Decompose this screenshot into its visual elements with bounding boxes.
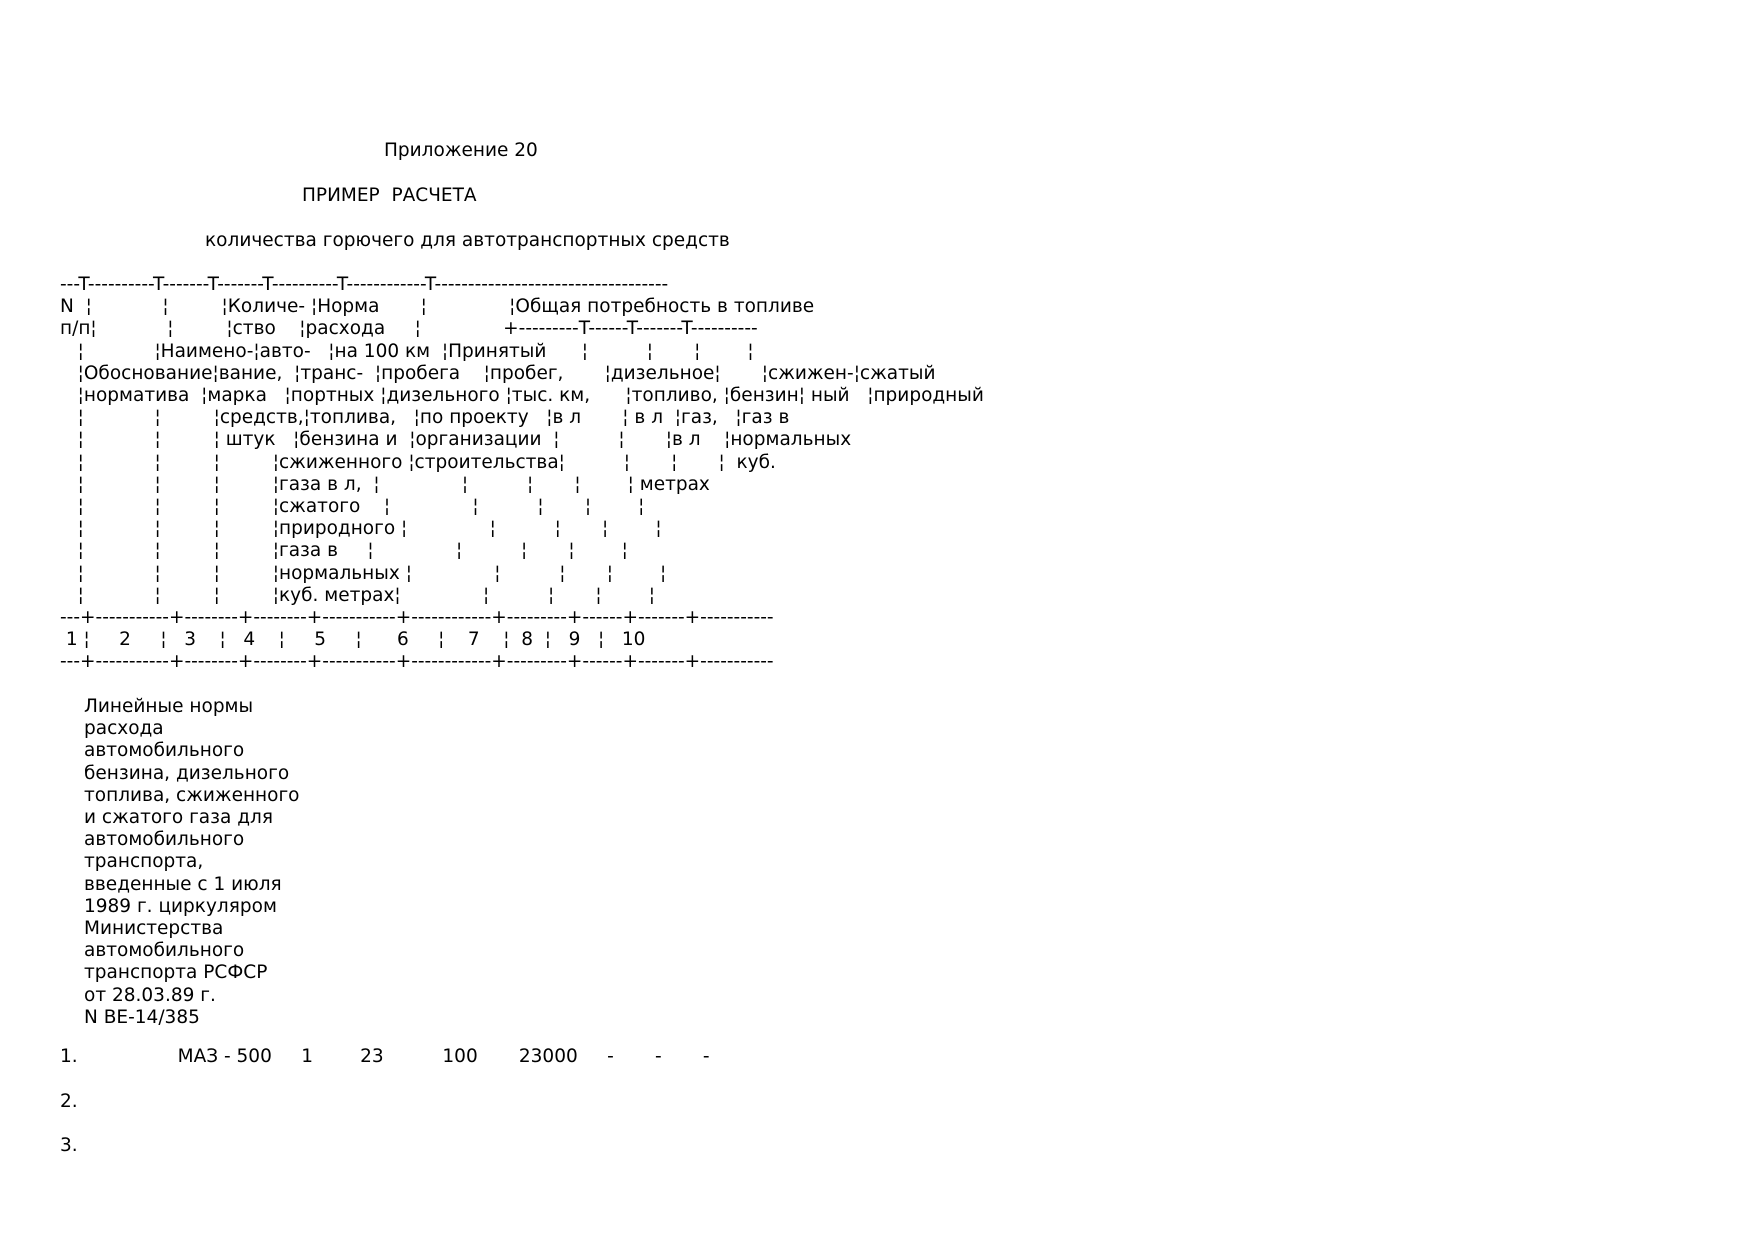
table-header-line: N ¦ ¦ ¦Количе- ¦Норма ¦ ¦Общая потребность в топливе <box>60 296 815 318</box>
table-header-line: ¦ ¦ ¦ ¦газа в ¦ ¦ ¦ ¦ ¦ <box>60 540 628 562</box>
basis-line: и сжатого газа для <box>84 807 273 828</box>
table-header-line: 1 ¦ 2 ¦ 3 ¦ 4 ¦ 5 ¦ 6 ¦ 7 ¦ 8 ¦ 9 ¦ 10 <box>60 629 646 651</box>
document-title: ПРИМЕР РАСЧЕТА <box>302 185 477 206</box>
basis-line: от 28.03.89 г. <box>84 984 216 1006</box>
table-header-line: ¦ ¦Наимено-¦авто- ¦на 100 км ¦Принятый ¦ ¦ ¦ ¦ <box>60 340 754 362</box>
basis-line: Министерства <box>84 918 224 939</box>
table-header-line: ¦ ¦ ¦ ¦куб. метрах¦ ¦ ¦ ¦ ¦ <box>60 584 655 606</box>
basis-line: N ВЕ-14/385 <box>84 1006 200 1028</box>
table-header-line: ¦ ¦ ¦ ¦газа в л, ¦ ¦ ¦ ¦ ¦ метрах <box>60 473 710 495</box>
table-header-line: ---+-----------+--------+--------+-----------+------------+---------+------+-------+----------- <box>60 651 774 673</box>
table-header-line: ---+-----------+--------+--------+-----------+------------+---------+------+-------+----------- <box>60 607 774 628</box>
basis-line: введенные с 1 июля <box>84 873 282 895</box>
basis-line: транспорта, <box>84 851 204 873</box>
basis-line: автомобильного <box>84 829 245 851</box>
table-header-line: ¦ ¦ ¦ ¦природного ¦ ¦ ¦ ¦ ¦ <box>60 518 662 540</box>
table-row: 1. МАЗ - 500 1 23 100 23000 - - - <box>60 1046 710 1067</box>
table-header-line: ¦ ¦ ¦ ¦нормальных ¦ ¦ ¦ ¦ ¦ <box>60 562 667 584</box>
table-header-line: п/п¦ ¦ ¦ство ¦расхода ¦ +---------T------T-------T---------- <box>60 318 758 340</box>
basis-line: расхода <box>84 718 164 740</box>
table-header-line: ¦ ¦ ¦средств,¦топлива, ¦по проекту ¦в л ¦ в л ¦газ, ¦газ в <box>60 407 790 429</box>
table-header-line: ¦ ¦ ¦ штук ¦бензина и ¦организации ¦ ¦ ¦в л ¦нормальных <box>60 429 852 451</box>
basis-line: автомобильного <box>84 740 245 762</box>
basis-line: транспорта РСФСР <box>84 962 268 984</box>
table-row: 2. <box>60 1090 78 1112</box>
table-header-line: ¦норматива ¦марка ¦портных ¦дизельного ¦тыс. км, ¦топливо, ¦бензин¦ ный ¦природный <box>60 385 984 406</box>
document-subtitle: количества горючего для автотранспортных средств <box>205 230 730 251</box>
table-row: 3. <box>60 1135 78 1156</box>
table-header-line: ---T----------T-------T-------T----------T------------T----------------------------------- <box>60 274 669 295</box>
basis-line: автомобильного <box>84 940 245 962</box>
basis-line: Линейные нормы <box>84 696 254 717</box>
basis-line: 1989 г. циркуляром <box>84 895 277 917</box>
table-header-line: ¦Обоснование¦вание, ¦транс- ¦пробега ¦пробег, ¦дизельное¦ ¦сжижен-¦сжатый <box>60 362 936 384</box>
basis-line: топлива, сжиженного <box>84 784 300 806</box>
appendix-label: Приложение 20 <box>384 140 538 161</box>
basis-line: бензина, дизельного <box>84 762 290 784</box>
table-header-line: ¦ ¦ ¦ ¦сжатого ¦ ¦ ¦ ¦ ¦ <box>60 496 645 517</box>
table-header-line: ¦ ¦ ¦ ¦сжиженного ¦строительства¦ ¦ ¦ ¦ куб. <box>60 451 776 473</box>
